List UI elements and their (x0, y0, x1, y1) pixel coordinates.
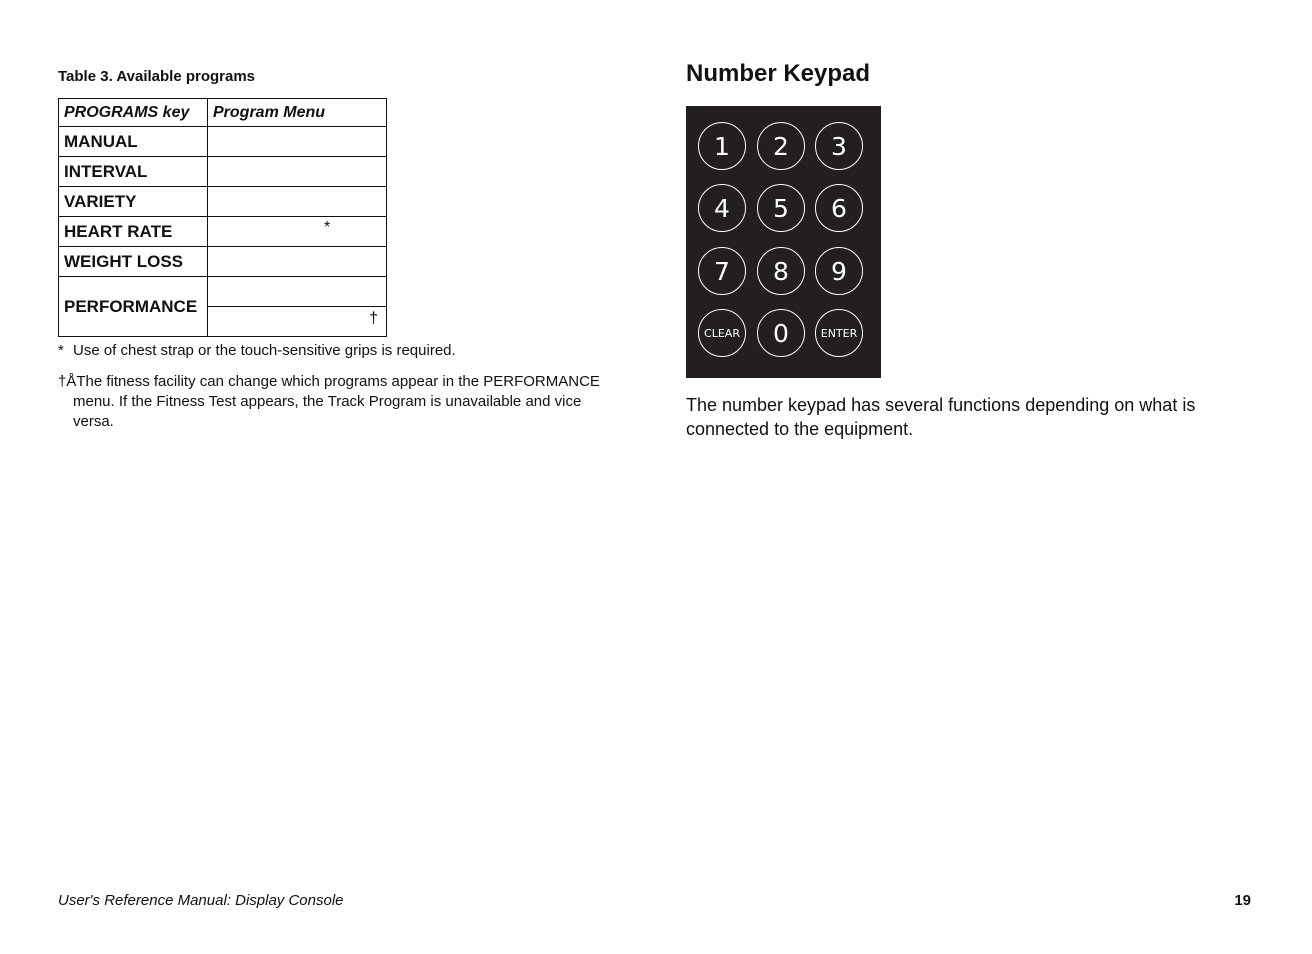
footnote-star-text: Use of chest strap or the touch-sensitive grips is required. (73, 342, 456, 359)
program-menu-cell (208, 127, 387, 157)
program-menu-cell (208, 157, 387, 187)
program-key-cell: PERFORMANCE (59, 277, 208, 337)
program-key-cell: WEIGHT LOSS (59, 247, 208, 277)
keypad-key-5: 5 (757, 184, 805, 232)
program-menu-cell (208, 307, 387, 337)
footnote-star-symbol: * (58, 342, 64, 359)
column-header-programs-key: PROGRAMS key (59, 99, 208, 127)
program-menu-cell (208, 247, 387, 277)
column-header-program-menu: Program Menu (208, 99, 387, 127)
footnote-dagger-body (58, 372, 603, 432)
program-menu-cell (208, 217, 387, 247)
keypad-key-1: 1 (698, 122, 746, 170)
keypad-key-4: 4 (698, 184, 746, 232)
table-row (59, 127, 387, 157)
keypad-key-2: 2 (757, 122, 805, 170)
footer-title: User's Reference Manual: Display Console (58, 892, 344, 909)
keypad-key-6: 6 (815, 184, 863, 232)
table-row (59, 157, 387, 187)
keypad-key-7: 7 (698, 247, 746, 295)
table-row (59, 277, 387, 307)
footnote-dagger-text: The fitness facility can change which programs appear in the PERFORMANCE menu. If the Fitness Test appears, the Track Program is unavailable and vice versa. (73, 373, 600, 430)
keypad-key-9: 9 (815, 247, 863, 295)
program-menu-cell (208, 277, 387, 307)
keypad-key-enter: ENTER (815, 309, 863, 357)
table-header-row (59, 99, 387, 127)
page-number: 19 (1234, 892, 1251, 909)
table-caption: Table 3. Available programs (58, 68, 256, 85)
section-heading: Number Keypad (686, 60, 871, 87)
footnote-star (58, 341, 618, 361)
footnote-dagger-mark: † (369, 310, 378, 327)
program-key-cell: HEART RATE (59, 217, 208, 247)
program-menu-cell (208, 187, 387, 217)
program-key-cell: VARIETY (59, 187, 208, 217)
keypad-key-0: 0 (757, 309, 805, 357)
program-key-cell: MANUAL (59, 127, 208, 157)
footnote-dagger (58, 372, 603, 432)
program-key-cell: INTERVAL (59, 157, 208, 187)
table-row (59, 217, 387, 247)
table-row (59, 247, 387, 277)
number-keypad-image (686, 106, 881, 378)
footnote-star-mark: * (324, 219, 331, 236)
keypad-key-clear: CLEAR (698, 309, 746, 357)
table-row (59, 187, 387, 217)
keypad-key-8: 8 (757, 247, 805, 295)
footnote-dagger-symbol: †Å (58, 373, 77, 390)
keypad-key-3: 3 (815, 122, 863, 170)
keypad-description: The number keypad has several functions depending on what is connected to the equipment. (686, 395, 1196, 439)
programs-table (58, 98, 387, 337)
